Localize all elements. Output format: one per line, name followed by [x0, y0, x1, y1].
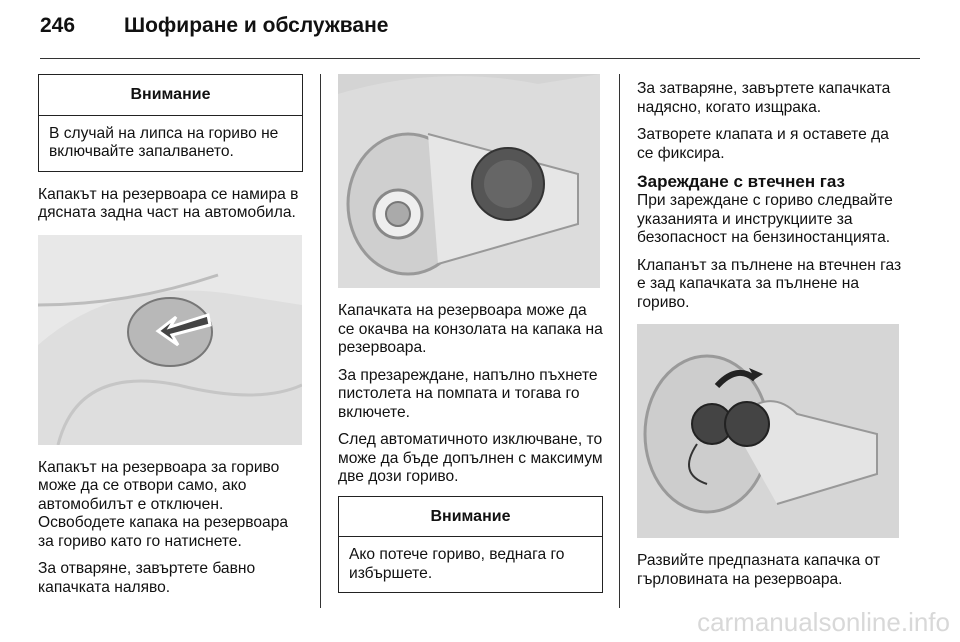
column-divider [320, 74, 321, 608]
paragraph: Капачката на резервоара може да се окачва на конзолата на капака на резервоара. [338, 302, 603, 356]
header-rule [40, 58, 920, 59]
paragraph: За затваряне, завъртете капачката надясно, когато изщрака. [637, 80, 891, 116]
paragraph: Клапанът за пълнене на втечнен газ е зад капачката за пълнене на гориво. [637, 256, 902, 311]
page-title: Шофиране и обслужване [124, 14, 389, 37]
warning-title: Внимание [339, 497, 602, 538]
column-3 [637, 80, 905, 598]
warning-box [338, 496, 603, 594]
lpg-valve-image [637, 324, 899, 538]
paragraph: Затворете клапата и я оставете да се фиксира. [637, 126, 889, 162]
paragraph: Капакът на резервоара се намира в дясната задна част на автомобила. [38, 185, 299, 221]
fuel-door-car-image [38, 235, 302, 445]
column-1 [38, 74, 303, 606]
warning-text: Ако потече гориво, веднага го избършете. [349, 546, 565, 582]
paragraph: Развийте предпазната капачка от гърловината на резервоара. [637, 552, 881, 588]
warning-title: Внимание [39, 75, 302, 116]
paragraph: За отваряне, завъртете бавно капачката наляво. [38, 560, 256, 596]
paragraph: След автоматичното изключване, то може да бъде допълнен с максимум две дози гориво. [338, 431, 603, 485]
warning-box [38, 74, 303, 172]
section-heading: Зареждане с втечнен газ [637, 172, 846, 191]
page-number: 246 [40, 14, 76, 37]
watermark: carmanualsonline.info [697, 607, 950, 637]
column-2 [338, 74, 603, 603]
warning-text: В случай на липса на гориво не включвайте запалването. [49, 124, 279, 160]
paragraph: За презареждане, напълно пъхнете пистолета на помпата и тогава го включете. [338, 366, 598, 421]
paragraph: Капакът на резервоара за гориво може да се отвори само, ако автомобилът е отключен. Освободете капака на резервоара за гориво като го натиснете. [38, 458, 289, 550]
paragraph: При зареждане с гориво следвайте указанията и инструкциите за безопасност на бензиностанцията. [637, 192, 893, 246]
column-divider [619, 74, 620, 608]
fuel-cap-hanging-image [338, 74, 600, 288]
